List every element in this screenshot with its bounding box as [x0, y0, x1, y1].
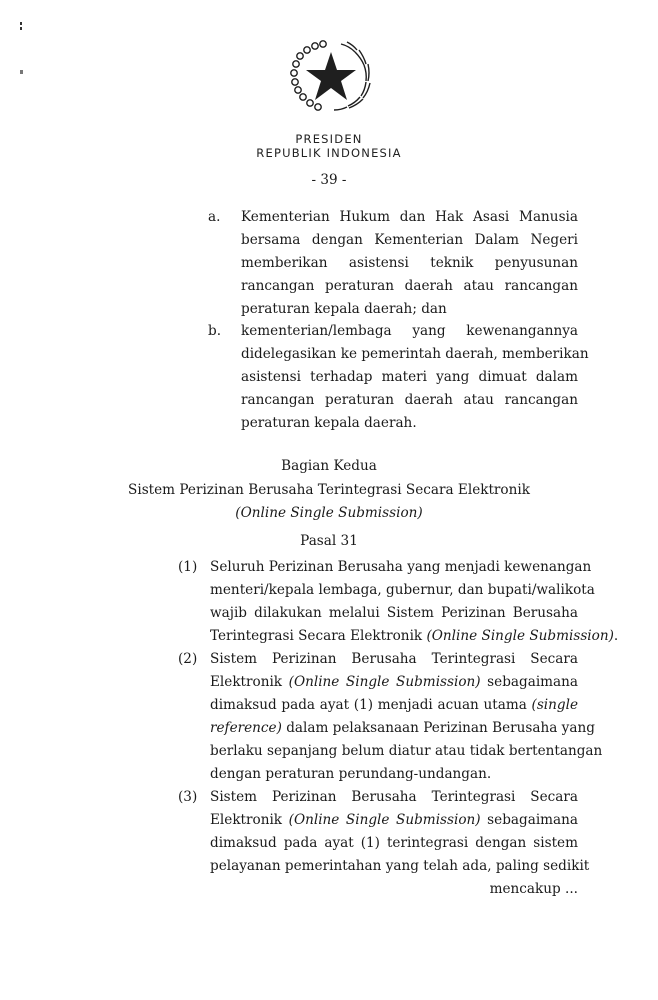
- list-item-b: [241, 320, 589, 435]
- text-line: peraturan kepala daerah; dan: [241, 301, 447, 317]
- page-number: - 39 -: [311, 172, 347, 188]
- text-line: kementerian/lembaga yang kewenangannya: [241, 323, 578, 339]
- text-line: rancangan peraturan daerah atau rancangan: [241, 392, 578, 408]
- text-line: Elektronik (Online Single Submission) sebagaimana: [210, 812, 579, 828]
- text-line: Terintegrasi Secara Elektronik (Online Single Submission).: [210, 628, 619, 644]
- text-line: asistensi terhadap materi yang dimuat dalam: [241, 369, 578, 385]
- list-marker-a: a.: [208, 209, 221, 225]
- text-line: rancangan peraturan daerah atau rancangan: [241, 278, 578, 294]
- text-line: dengan peraturan perundang-undangan.: [210, 766, 492, 782]
- text-line: berlaku sepanjang belum diatur atau tidak bertentangan: [210, 743, 603, 759]
- section-subtitle: (Online Single Submission): [235, 505, 423, 521]
- text-line: Elektronik (Online Single Submission) sebagaimana: [210, 674, 579, 690]
- text-line: memberikan asistensi teknik penyusunan: [241, 255, 578, 271]
- text-line: bersama dengan Kementerian Dalam Negeri: [241, 232, 578, 248]
- text-line: menteri/kepala lembaga, gubernur, dan bupati/walikota: [210, 582, 595, 598]
- continuation-text: mencakup ...: [489, 881, 578, 897]
- letterhead-title: PRESIDEN: [295, 132, 363, 146]
- text-line: reference) dalam pelaksanaan Perizinan Berusaha yang: [210, 720, 595, 736]
- text-line: Seluruh Perizinan Berusaha yang menjadi kewenangan: [210, 559, 592, 575]
- paragraph-2: [210, 648, 603, 786]
- list-marker-b: b.: [208, 323, 222, 339]
- presidential-emblem-icon: [287, 38, 375, 116]
- article-heading: Pasal 31: [300, 533, 358, 549]
- paragraph-marker-3: (3): [178, 789, 198, 805]
- text-line: dimaksud pada ayat (1) menjadi acuan utama (single: [210, 697, 578, 713]
- text-line: didelegasikan ke pemerintah daerah, memberikan: [241, 346, 589, 362]
- text-line: Kementerian Hukum dan Hak Asasi Manusia: [241, 209, 578, 225]
- section-title: Sistem Perizinan Berusaha Terintegrasi Secara Elektronik: [128, 482, 530, 498]
- scan-marks: [20, 22, 26, 32]
- paragraph-3: [210, 786, 590, 878]
- list-item-a: [241, 206, 578, 321]
- text-line: wajib dilakukan melalui Sistem Perizinan Berusaha: [210, 605, 578, 621]
- paragraph-marker-2: (2): [178, 651, 198, 667]
- section-part-heading: Bagian Kedua: [281, 458, 377, 474]
- text-line: dimaksud pada ayat (1) terintegrasi dengan sistem: [210, 835, 578, 851]
- text-line: Sistem Perizinan Berusaha Terintegrasi Secara: [210, 789, 578, 805]
- text-line: pelayanan pemerintahan yang telah ada, paling sedikit: [210, 858, 590, 874]
- paragraph-marker-1: (1): [178, 559, 198, 575]
- letterhead-subtitle: REPUBLIK INDONESIA: [256, 146, 402, 160]
- text-line: Sistem Perizinan Berusaha Terintegrasi Secara: [210, 651, 578, 667]
- paragraph-1: [210, 556, 619, 648]
- text-line: peraturan kepala daerah.: [241, 415, 417, 431]
